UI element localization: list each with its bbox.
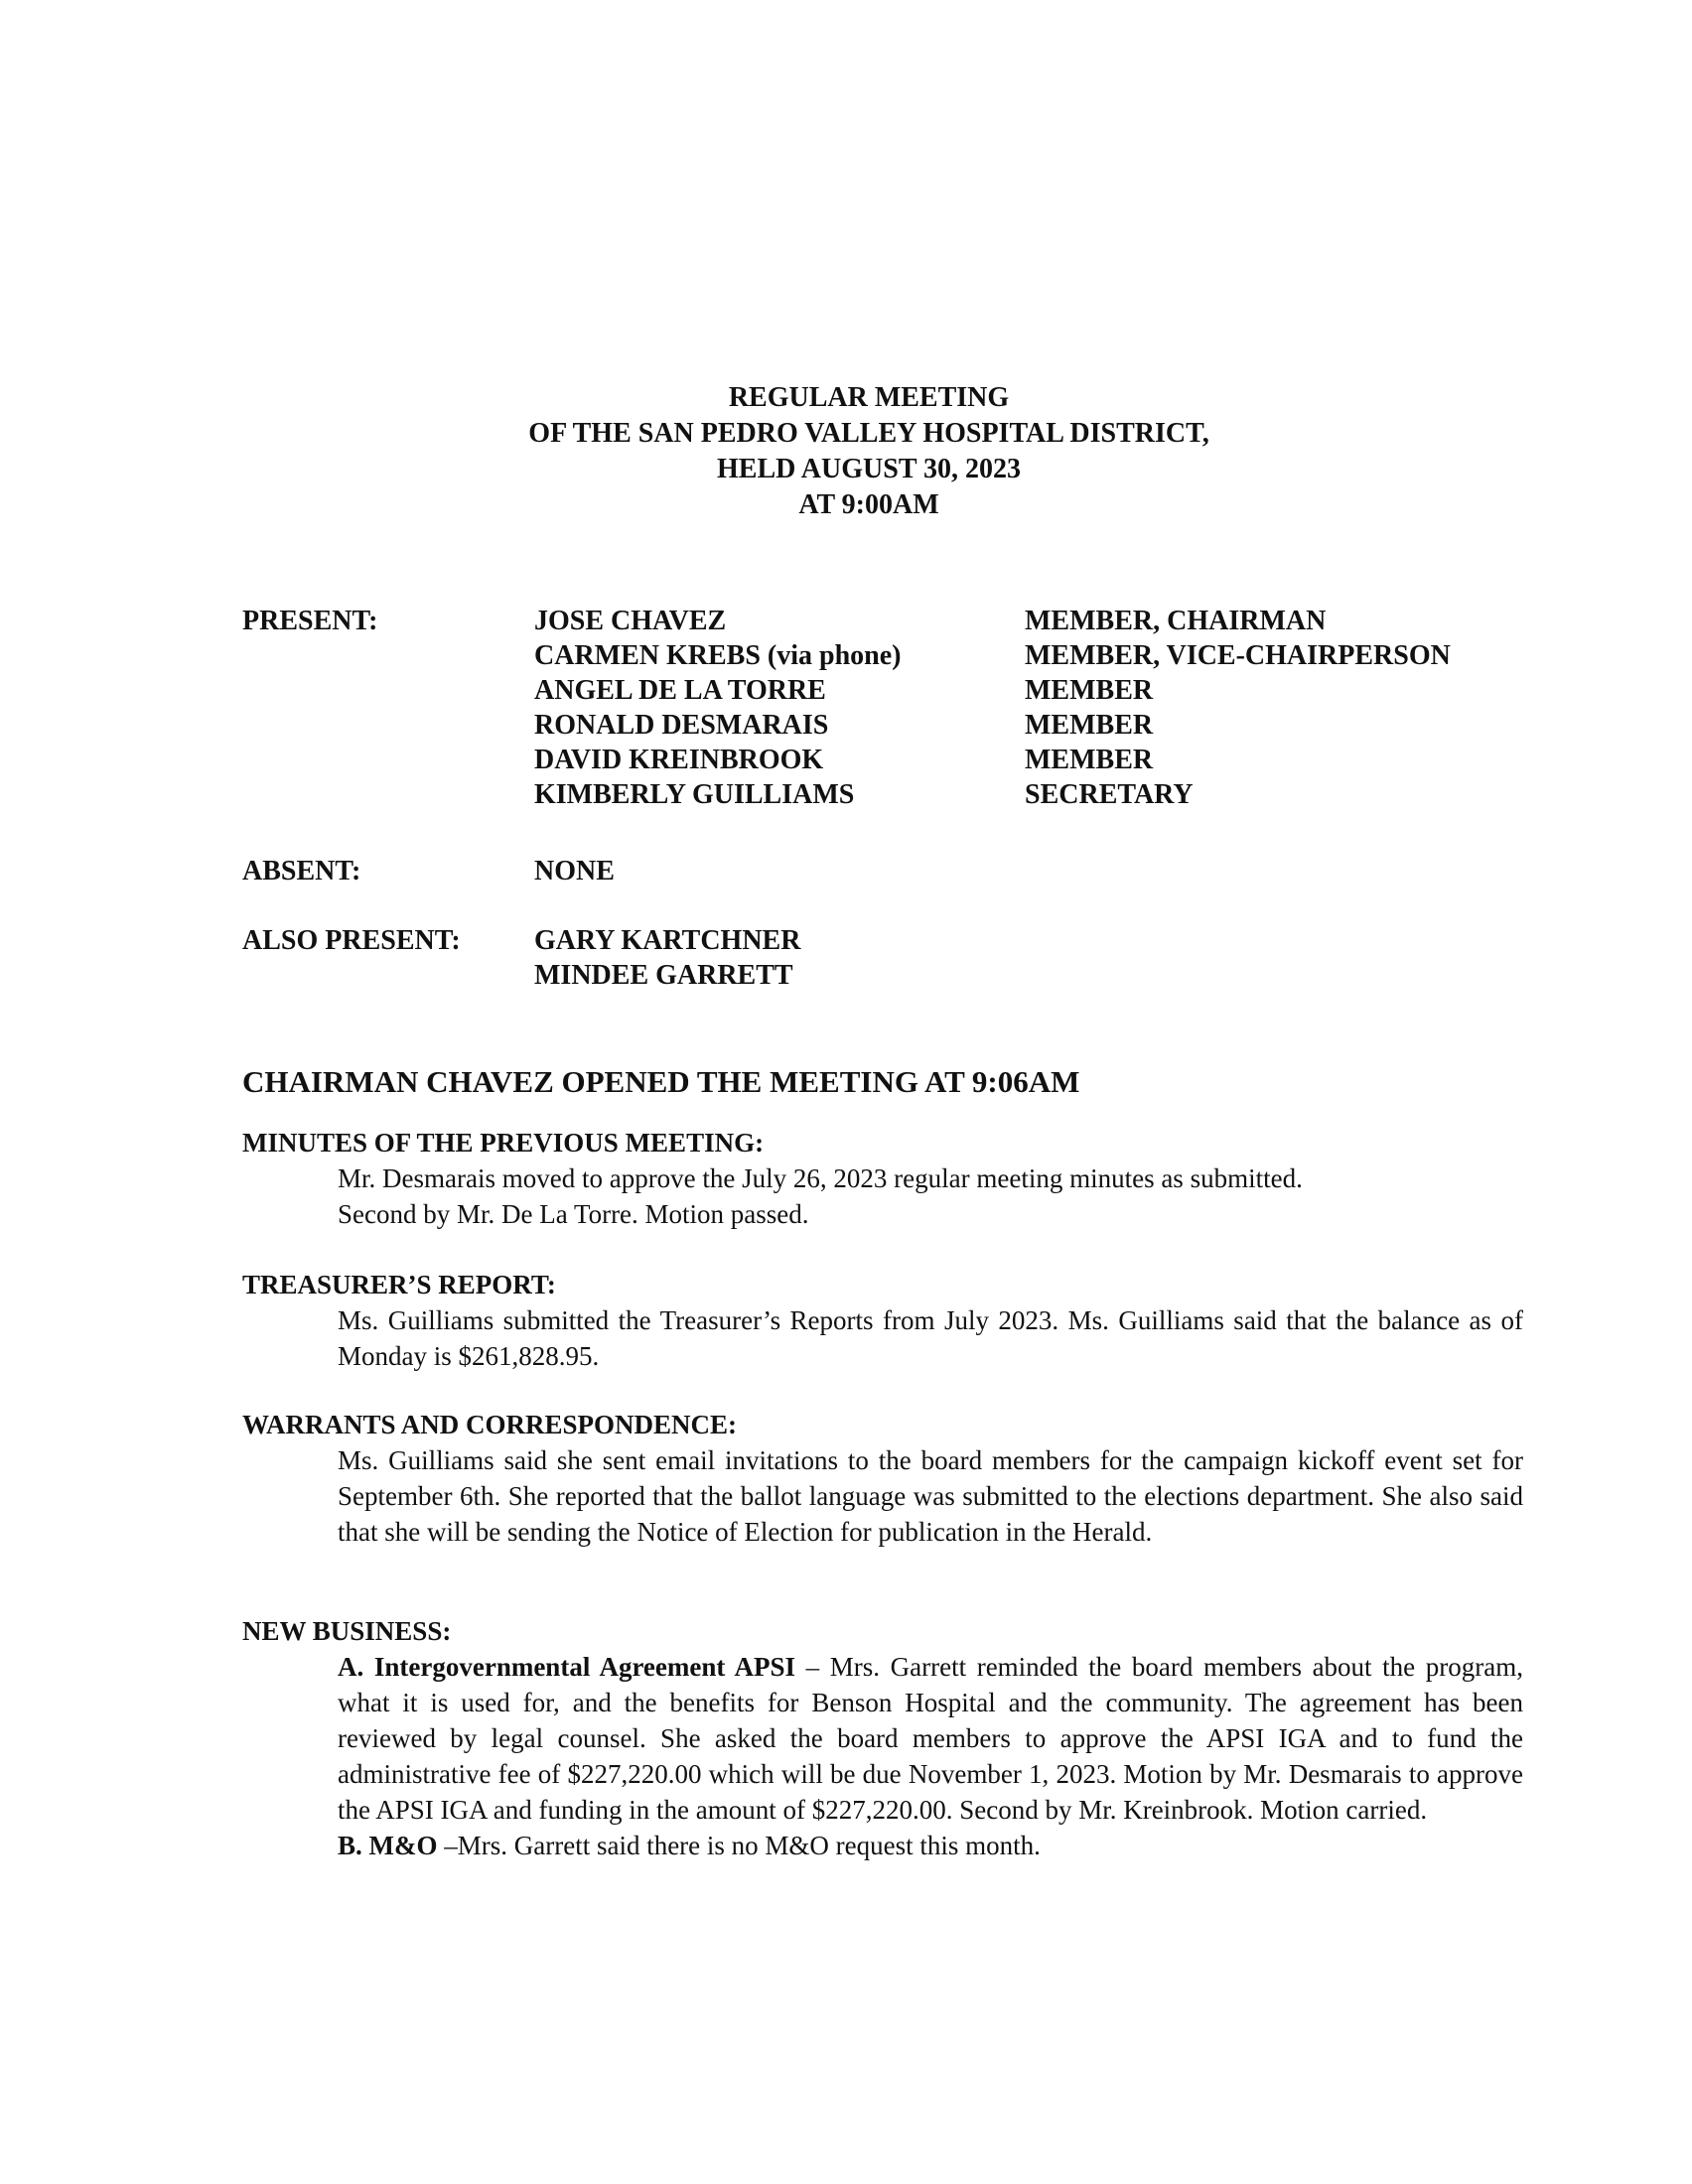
also-present-name: GARY KARTCHNER — [534, 925, 801, 956]
warrants-section — [242, 1408, 1523, 1550]
member-name: KIMBERLY GUILLIAMS — [534, 779, 855, 810]
title-line-1: REGULAR MEETING — [728, 382, 1010, 413]
also-present-row — [242, 923, 1037, 993]
member-role: MEMBER, VICE-CHAIRPERSON — [1025, 640, 1451, 671]
absent-label: ABSENT: — [242, 856, 361, 887]
new-business-section — [242, 1614, 1523, 1863]
item-text: – Mrs. Garrett reminded the board members about the program, what it is used for, and the benefits for Benson Hospital and the community. The agreement has been reviewed by legal counsel. She asked the board members to approve the APSI IGA and to fund the administrative fee of $227,220.00 which will be due November 1, 2023. Motion by Mr. Desmarais to approve the APSI IGA and funding in the amount of $227,220.00. Second by Mr. Kreinbrook. Motion carried. — [338, 1652, 1523, 1825]
member-role: SECRETARY — [1025, 779, 1194, 810]
title-line-4: AT 9:00AM — [798, 489, 939, 520]
section-heading: TREASURER’S REPORT: — [242, 1270, 556, 1299]
member-name: JOSE CHAVEZ — [534, 606, 727, 636]
minutes-line: Second by Mr. De La Torre. Motion passed. — [338, 1199, 809, 1229]
item-label: B. M&O — [338, 1831, 438, 1860]
item-text: –Mrs. Garrett said there is no M&O request this month. — [437, 1831, 1041, 1860]
also-present-name: MINDEE GARRETT — [534, 960, 793, 991]
section-heading: WARRANTS AND CORRESPONDENCE: — [242, 1410, 738, 1439]
minutes-line: Mr. Desmarais moved to approve the July 26, 2023 regular meeting minutes as submitted. — [338, 1163, 1303, 1193]
member-role: MEMBER — [1025, 675, 1154, 706]
business-item — [338, 1649, 1523, 1828]
section-body — [242, 1442, 1523, 1550]
meeting-opened-heading: CHAIRMAN CHAVEZ OPENED THE MEETING AT 9:06AM — [242, 1064, 1080, 1099]
section-heading: NEW BUSINESS: — [242, 1616, 452, 1646]
member-name: ANGEL DE LA TORRE — [534, 675, 826, 706]
business-item — [338, 1828, 1523, 1863]
section-heading: MINUTES OF THE PREVIOUS MEETING: — [242, 1128, 765, 1158]
present-label: PRESENT: — [242, 606, 378, 636]
member-role: MEMBER — [1025, 710, 1154, 741]
treasurer-section — [242, 1268, 1523, 1374]
item-label: A. Intergovernmental Agreement APSI — [338, 1652, 796, 1682]
absent-value: NONE — [534, 856, 615, 887]
member-name: CARMEN KREBS (via phone) — [534, 640, 902, 671]
title-line-3: HELD AUGUST 30, 2023 — [717, 454, 1021, 484]
title-line-2: OF THE SAN PEDRO VALLEY HOSPITAL DISTRICT, — [528, 418, 1209, 449]
section-body — [242, 1649, 1523, 1863]
also-present-label: ALSO PRESENT: — [242, 925, 461, 956]
minutes-section — [242, 1126, 1523, 1232]
member-name: DAVID KREINBROOK — [534, 745, 824, 775]
member-role: MEMBER, CHAIRMAN — [1025, 606, 1327, 636]
treasurer-text: Ms. Guilliams submitted the Treasurer’s Reports from July 2023. Ms. Guilliams said that the balance as of Monday is $261,828.95. — [338, 1305, 1523, 1371]
document-title — [0, 380, 1692, 523]
member-name: RONALD DESMARAIS — [534, 710, 829, 741]
absent-row — [242, 854, 1037, 888]
section-body — [242, 1302, 1523, 1374]
warrants-text: Ms. Guilliams said she sent email invitations to the board members for the campaign kickoff event set for September 6th. She reported that the ballot language was submitted to the elections department. She also said that she will be sending the Notice of Election for publication in the Herald. — [338, 1445, 1523, 1547]
member-role: MEMBER — [1025, 745, 1154, 775]
section-body — [242, 1160, 1523, 1232]
